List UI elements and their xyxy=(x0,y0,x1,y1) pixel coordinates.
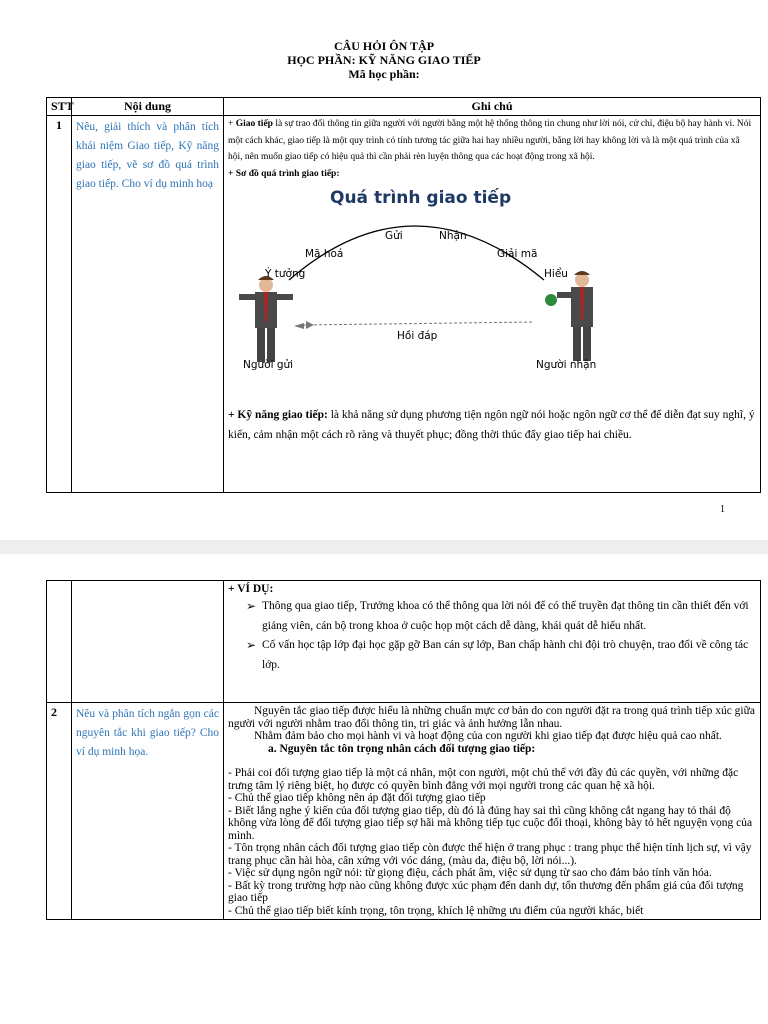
examples-cell xyxy=(224,581,761,703)
diagram-graphic xyxy=(224,182,744,405)
list-item: - Chủ thể giao tiếp không nên áp đặt đối tượng giao tiếp xyxy=(228,792,486,804)
definition-paragraph: + Giao tiếp là sự trao đổi thông tin giữa người với người bằng một hệ thống thông tin chung như lời nói, cử chỉ, điệu bộ hay hành vi. Nói một cách khác, giao tiếp là một quy trình có tính tương tác giữa hai hay nhiều người, bằng lời hay không lời và là một quá trình của xã hội, nên muốn giao tiếp có hiệu quả thì cần phải rèn luyện thông qua các hoạt động trong xã hội. xyxy=(228,119,752,162)
label-encode: Mã hoá xyxy=(305,248,344,260)
document-header xyxy=(0,39,768,81)
principle-a-heading: a. Nguyên tắc tôn trọng nhân cách đối tượng giao tiếp: xyxy=(268,742,536,755)
label-send: Gửi xyxy=(385,230,403,242)
list-item: ➢ Thông qua giao tiếp, Trưởng khoa có thể thông qua lời nói để có thể truyền đạt thông tin cần thiết đến với giảng viên, cán bộ trong khoa ở cuộc họp một cách dễ dàng, khái quát dễ hiểu nhất. xyxy=(246,597,756,636)
notes-cell xyxy=(224,116,761,493)
list-item: - Việc sử dụng ngôn ngữ nói: từ giọng điệu, cách phát âm, việc sử dụng từ sao cho đảm bảo tính văn hóa. xyxy=(228,867,712,879)
label-decode: Giải mã xyxy=(497,248,538,260)
label-feedback: Hồi đáp xyxy=(397,330,438,342)
diagram-title: Quá trình giao tiếp xyxy=(330,188,512,208)
list-item: - Biết lắng nghe ý kiến của đối tượng giao tiếp, dù đó là đúng hay sai thì cũng không cắt ngang hay tỏ thái độ không vừa lòng để đối tượng giao tiếp sợ hãi mà không tiếp tục cuộc đối thoại, không bày tỏ hết nguyện vọng của mình. xyxy=(228,804,753,842)
col-header-stt: STT xyxy=(47,98,72,116)
col-header-content: Nội dung xyxy=(72,98,224,116)
header-code: Mã học phần: xyxy=(348,67,420,81)
principle-intro: Nguyên tắc giao tiếp được hiểu là những chuẩn mực cơ bản do con người đặt ra trong quá trình tiếp xúc giữa người với người nhằm trao đổi thông tin, tri giác và ảnh hưởng lẫn nhau. xyxy=(228,705,755,730)
question-text: Nêu, giải thích và phân tích khái niệm Giao tiếp, Kỹ năng giao tiếp, vẽ sơ đồ quá trình giao tiếp. Cho ví dụ minh hoạ xyxy=(72,116,224,493)
list-item: - Phải coi đối tượng giao tiếp là một cá nhân, một con người, một chủ thể với đầy đủ các quyền, với những đặc trưng tâm lý riêng biệt, họ được có quyền bình đẳng với mọi người trong các quan hệ xã hội. xyxy=(228,767,739,792)
table-header-row xyxy=(47,98,761,116)
label-idea: Ý tưởng xyxy=(265,268,306,280)
table-row xyxy=(47,703,761,920)
table-row xyxy=(47,116,761,493)
row-number: 1 xyxy=(47,116,72,493)
list-item: - Chủ thể giao tiếp biết kính trọng, tôn trọng, khích lệ những ưu điểm của người khác, biết xyxy=(228,904,644,917)
examples-list xyxy=(228,597,756,675)
page-break xyxy=(0,540,768,554)
label-understand: Hiểu xyxy=(544,268,568,280)
definition-term: Giao tiếp xyxy=(235,119,273,129)
table-row xyxy=(47,581,761,703)
page-number: 1 xyxy=(720,504,725,515)
examples-heading: + VÍ DỤ: xyxy=(228,583,274,595)
row-number: 2 xyxy=(47,703,72,920)
skill-term: + Kỹ năng giao tiếp: xyxy=(228,409,328,421)
sender-figure xyxy=(239,276,293,362)
receiver-figure xyxy=(545,271,593,361)
label-receiver: Người nhận xyxy=(536,359,597,371)
review-table-continued xyxy=(46,580,761,920)
list-item: - Bất kỳ trong trường hợp nào cũng không được xúc phạm đến danh dự, tổn thương đến phẩm giá của đối tượng giao tiếp xyxy=(228,879,744,904)
label-sender: Người gửi xyxy=(243,359,294,371)
diagram-heading: + Sơ đồ quá trình giao tiếp: xyxy=(228,168,340,179)
notes-cell xyxy=(224,703,761,920)
col-header-notes: Ghi chú xyxy=(224,98,761,116)
list-item: - Tôn trọng nhân cách đối tượng giao tiếp còn được thể hiện ở trang phục : trang phục thể hiện tính lịch sự, vì vậy trang phục cần hài hòa, cân xứng với vóc dáng, (màu da, điệu bộ, lời nói...). xyxy=(228,842,752,867)
review-table xyxy=(46,97,761,493)
label-receive: Nhận xyxy=(439,230,467,242)
principle-purpose: Nhằm đảm bảo cho mọi hành vi và hoạt động của con người khi giao tiếp đạt được hiệu quả cao nhất. xyxy=(254,730,722,742)
list-item: ➢ Cố vấn học tập lớp đại học gặp gỡ Ban cán sự lớp, Ban chấp hành chi đội trò chuyện, trao đổi về công tác lớp. xyxy=(246,636,756,675)
skill-paragraph: + Kỹ năng giao tiếp: là khả năng sử dụng phương tiện ngôn ngữ nói hoặc ngôn ngữ cơ thể để diễn đạt suy nghĩ, ý kiến, cảm nhận một cách rõ ràng và thuyết phục; đồng thời thúc đẩy giao tiếp hai chiều. xyxy=(228,409,755,441)
question-text: Nêu và phân tích ngắn gọn các nguyên tắc khi giao tiếp? Cho ví dụ minh họa. xyxy=(72,703,224,920)
header-title: CÂU HỎI ÔN TẬP xyxy=(333,39,435,53)
communication-diagram xyxy=(224,182,760,405)
header-course: HỌC PHẦN: KỸ NĂNG GIAO TIẾP xyxy=(287,53,481,67)
